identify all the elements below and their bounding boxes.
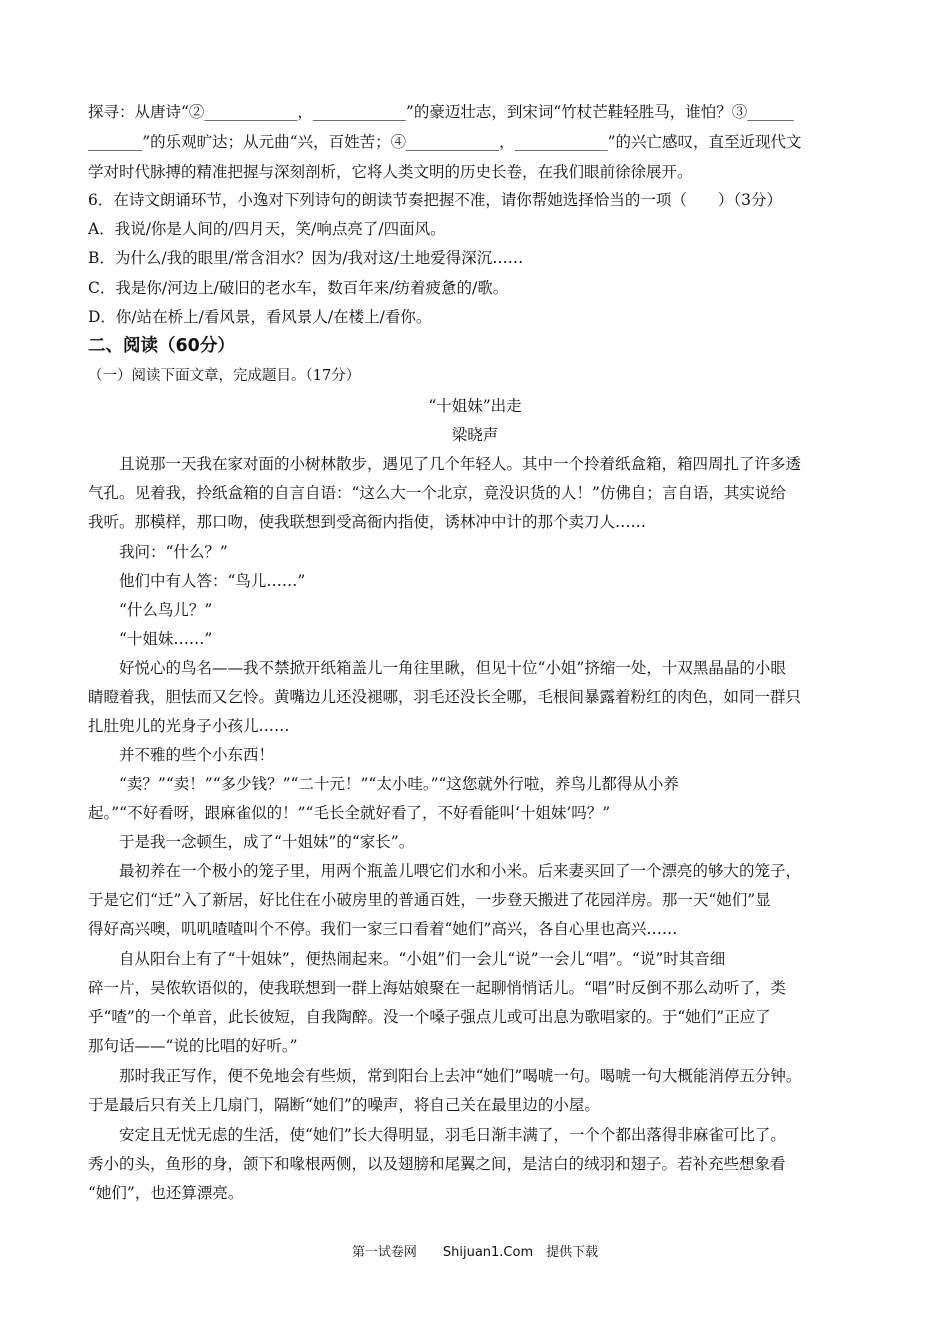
paragraph-line: “卖？”“卖！”“多少钱？”“二十元！”“太小哇。”“这您就外行啦，养鸟儿都得从小养: [119, 775, 679, 793]
paragraph-line: 起。”“不好看呀，跟麻雀似的！”“毛长全就好看了，不好看能叫‘十姐妹’吗？”: [88, 804, 611, 822]
exam-text-line: 学对时代脉搏的精准把握与深刻剖析，它将人类文明的历史长卷，在我们眼前徐徐展开。: [88, 163, 693, 181]
option-a: A．我说/你是人间的/四月天，笑/响点亮了/四面风。: [88, 220, 446, 238]
paragraph-line: 扎肚兜儿的光身子小孩儿……: [88, 717, 290, 735]
option-b: B．为什么/我的眼里/常含泪水？因为/我对这/土地爱得深沉……: [88, 249, 524, 267]
paragraph-line: 且说那一天我在家对面的小树林散步，遇见了几个年轻人。其中一个拎着纸盒箱，箱四周扎了许多透: [119, 455, 802, 473]
paragraph-line: 于是最后只有关上几扇门，隔断“她们”的噪声，将自己关在最里边的小屋。: [88, 1096, 600, 1114]
paragraph-line: 我听。那模样，那口吻，使我联想到受高衙内指使，诱林冲中计的那个卖刀人……: [88, 513, 647, 531]
paragraph-line: 那时我正写作，便不免地会有些烦，常到阳台上去冲“她们”喝唬一句。喝唬一句大概能消停五分钟。: [119, 1067, 802, 1085]
exam-text-line: _______”的乐观旷达；从元曲“兴，百姓苦；④____________，____________”的兴亡感叹，直至近现代文: [88, 133, 802, 151]
question-6: 6．在诗文朗诵环节，小逸对下列诗句的朗读节奏把握不准，请你帮她选择恰当的一项（ ）（3分）: [88, 191, 782, 209]
paragraph-line: 气孔。见着我，拎纸盒箱的自言自语：“这么大一个北京，竟没识货的人！”仿佛自；言自语，其实说给: [88, 484, 786, 502]
option-c: C．我是你/河边上/破旧的老水车，数百年来/纺着疲惫的/歌。: [88, 279, 509, 297]
paragraph-line: 我问：“什么？”: [119, 543, 228, 561]
paragraph-line: 最初养在一个极小的笼子里，用两个瓶盖儿喂它们水和小米。后来妻买回了一个漂亮的够大的笼子，: [119, 862, 802, 880]
paragraph-line: 并不雅的些个小东西！: [119, 746, 275, 764]
paragraph-line: 碎一片，吴侬软语似的，使我联想到一群上海姑娘聚在一起聊悄悄话儿。“唱”时反倒不那么动听了，类: [88, 979, 786, 997]
article-title: “十姐妹”出走: [428, 397, 522, 415]
paragraph-line: “十姐妹……”: [119, 630, 213, 648]
paragraph-line: 于是我一念顿生，成了“十姐妹”的“家长”。: [119, 833, 415, 851]
paragraph-line: “她们”，也还算漂亮。: [88, 1184, 244, 1202]
article-author: 梁晓声: [451, 426, 499, 444]
page-footer: 第一试卷网 Shijuan1.Com 提供下载: [351, 1245, 599, 1260]
option-d: D．你/站在桥上/看风景，看风景人/在楼上/看你。: [88, 308, 432, 326]
paragraph-line: 得好高兴噢，叽叽喳喳叫个不停。我们一家三口看着“她们”高兴，各自心里也高兴……: [88, 920, 678, 938]
paragraph-line: 自从阳台上有了“十姐妹”，便热闹起来。“小姐”们一会儿“说”一会儿“唱”。“说”时其音细: [119, 950, 726, 968]
paragraph-line: 睛瞪着我，胆怯而又乞怜。黄嘴边儿还没褪哪，羽毛还没长全哪，毛根间暴露着粉红的肉色，如同一群只: [88, 688, 802, 706]
section-instruction: （一）阅读下面文章，完成题目。（17分）: [88, 368, 361, 384]
paragraph-line: 于是它们“迁”入了新居，好比住在小破房里的普通百姓，一步登天搬进了花园洋房。那一天“她们”显: [88, 891, 771, 909]
exam-text-line: 探寻：从唐诗“②____________，____________”的豪迈壮志，到宋词“竹杖芒鞋轻胜马，谁怕？③______: [88, 103, 794, 121]
paragraph-line: 他们中有人答：“鸟儿……”: [119, 572, 306, 590]
paragraph-line: 安定且无忧无虑的生活，使“她们”长大得明显，羽毛日渐丰满了，一个个都出落得非麻雀可比了。: [119, 1126, 786, 1144]
section-heading: 二、阅读（60分）: [88, 336, 235, 356]
paragraph-line: 秀小的头，鱼形的身，颌下和喙根两侧，以及翅膀和尾翼之间，是洁白的绒羽和翅子。若补充些想象看: [88, 1155, 786, 1173]
paragraph-line: “什么鸟儿？”: [119, 601, 213, 619]
paragraph-line: 好悦心的鸟名——我不禁掀开纸箱盖儿一角往里瞅，但见十位“小姐”挤缩一处，十双黑晶晶的小眼: [119, 659, 786, 677]
paragraph-line: 乎“喳”的一个单音，此长彼短，自我陶醉。没一个嗓子强点儿或可出息为歌唱家的。于“她们”正应了: [88, 1008, 771, 1026]
paragraph-line: 那句话——“说的比唱的好听。”: [88, 1037, 298, 1055]
